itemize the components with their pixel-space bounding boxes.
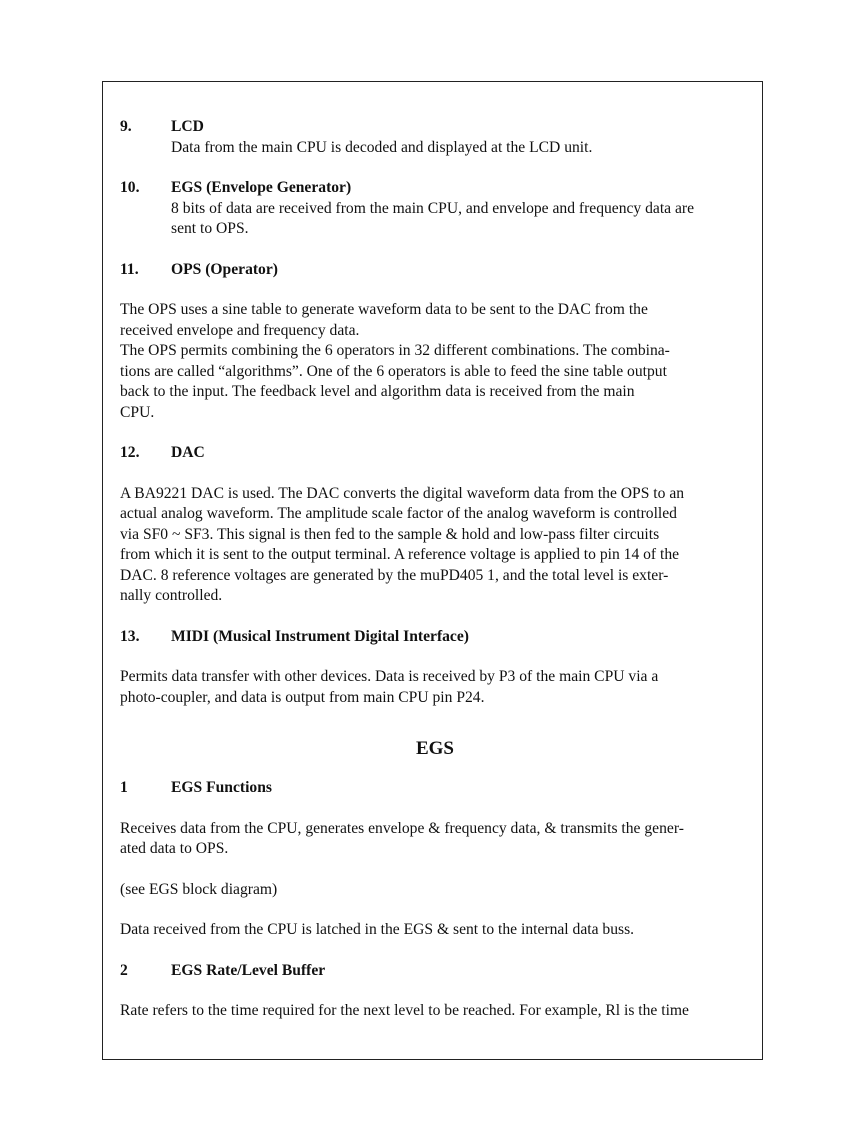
item-egs — [120, 178, 750, 240]
item-lcd — [120, 117, 750, 158]
item-dac — [120, 443, 750, 607]
text-line: from which it is sent to the output terminal. A reference voltage is applied to pin 14 of the — [120, 546, 680, 563]
item-heading — [120, 117, 750, 138]
text-line: 8 bits of data are received from the main CPU, and envelope and frequency data are — [171, 199, 695, 217]
item-number: 11. — [120, 260, 139, 278]
item-text: Data from the main CPU is decoded and displayed at the LCD unit. — [171, 138, 593, 156]
text-line: DAC. 8 reference voltages are generated by the muPD405 1, and the total level is exter- — [120, 566, 669, 584]
text-line: Permits data transfer with other devices. Data is received by P3 of the main CPU via a — [120, 668, 659, 685]
item-number: 10. — [120, 179, 140, 196]
text-line: The OPS permits combining the 6 operators in 32 different combinations. The combina- — [120, 342, 670, 359]
item-title: DAC — [171, 444, 205, 461]
text-line: photo-coupler, and data is output from main CPU pin P24. — [120, 688, 485, 706]
item-title: LCD — [171, 118, 204, 135]
text-line: actual analog waveform. The amplitude scale factor of the analog waveform is controlled — [120, 505, 677, 522]
item-ops — [120, 260, 750, 424]
item-title: EGS Functions — [171, 779, 272, 796]
text-line: tions are called “algorithms”. One of the 6 operators is able to feed the sine table output — [120, 362, 667, 380]
item-paragraph: (see EGS block diagram) — [120, 880, 278, 898]
item-number: 2 — [120, 961, 128, 979]
item-paragraph — [120, 667, 750, 708]
item-title: OPS (Operator) — [171, 260, 278, 278]
item-number: 1 — [120, 779, 128, 796]
text-line: sent to OPS. — [171, 220, 249, 237]
item-paragraph: Data received from the CPU is latched in the EGS & sent to the internal data buss. — [120, 921, 635, 938]
item-paragraph — [120, 819, 750, 860]
item-paragraph — [120, 300, 750, 423]
item-title: MIDI (Musical Instrument Digital Interface) — [171, 627, 469, 645]
text-line: via SF0 ~ SF3. This signal is then fed to the sample & hold and low-pass filter circuits — [120, 525, 660, 543]
item-title: EGS Rate/Level Buffer — [171, 961, 326, 979]
item-paragraph: Rate refers to the time required for the next level to be reached. For example, Rl is the time — [120, 1002, 689, 1019]
section-title: EGS — [415, 738, 455, 759]
item-heading — [120, 961, 750, 982]
text-line: nally controlled. — [120, 587, 223, 604]
item-heading — [120, 778, 750, 799]
text-line: Receives data from the CPU, generates envelope & frequency data, & transmits the gener- — [120, 819, 684, 837]
item-title: EGS (Envelope Generator) — [171, 179, 352, 196]
egs-rate-level-buffer — [120, 961, 750, 1022]
text-line: A BA9221 DAC is used. The DAC converts the digital waveform data from the OPS to an — [120, 484, 685, 502]
item-number: 9. — [120, 118, 132, 135]
item-heading — [120, 627, 750, 648]
document-body — [120, 117, 750, 1022]
text-line: received envelope and frequency data. — [120, 321, 360, 339]
item-paragraph — [120, 484, 750, 607]
text-line: The OPS uses a sine table to generate waveform data to be sent to the DAC from the — [120, 301, 648, 318]
egs-functions — [120, 778, 750, 941]
item-heading — [120, 178, 750, 199]
item-number: 12. — [120, 444, 140, 461]
item-heading — [120, 443, 750, 464]
item-midi — [120, 627, 750, 709]
text-line: CPU. — [120, 403, 155, 421]
item-number: 13. — [120, 627, 140, 645]
text-line: ated data to OPS. — [120, 840, 229, 857]
text-line: back to the input. The feedback level and algorithm data is received from the main — [120, 383, 635, 400]
item-heading — [120, 260, 750, 281]
